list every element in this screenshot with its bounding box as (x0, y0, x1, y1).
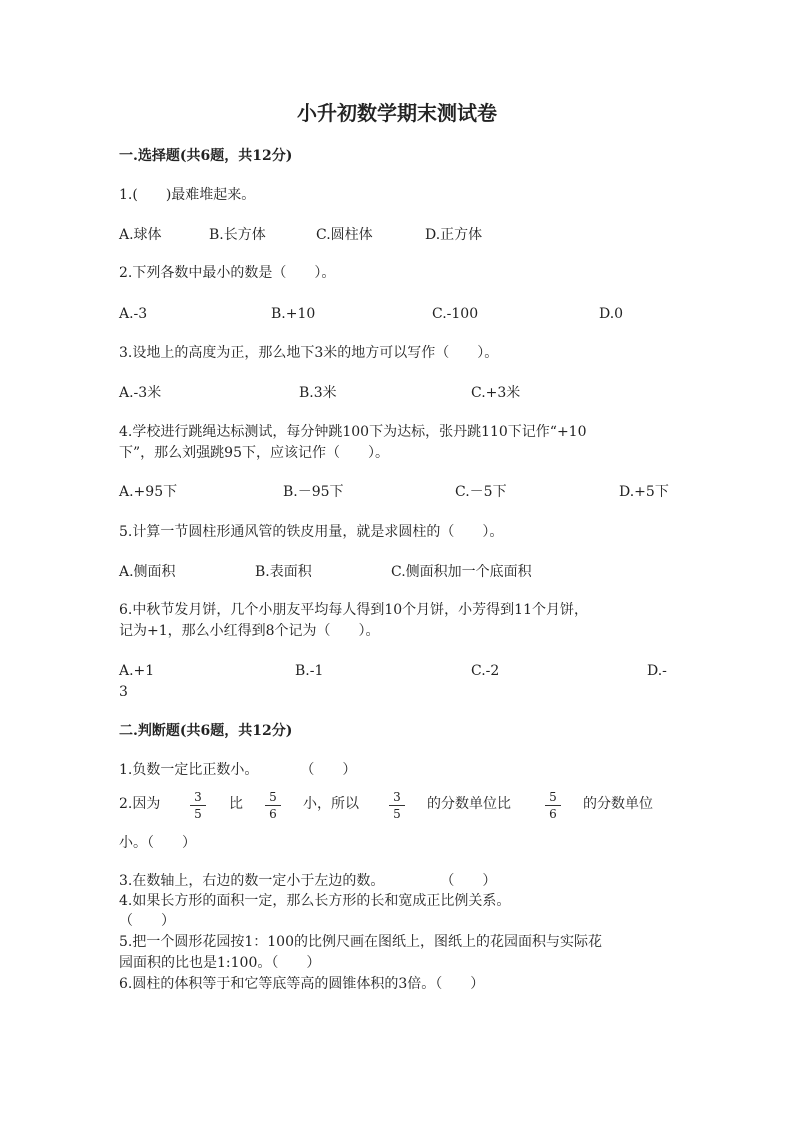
judge-q2-mid: 小，所以 (303, 796, 359, 812)
question-6-stem-line2: 记为+1，那么小红得到8个记为（ ）。 (119, 623, 380, 639)
q4-option-b[interactable]: B.－95下 (283, 484, 344, 500)
q4-option-d[interactable]: D.+5下 (619, 484, 669, 500)
fraction-denominator: 6 (549, 807, 557, 821)
judge-question-3: 3.在数轴上，右边的数一定小于左边的数。 （ ） (119, 873, 497, 889)
question-3-stem: 3.设地上的高度为正，那么地下3米的地方可以写作（ ）。 (119, 345, 499, 361)
q3-option-c[interactable]: C.+3米 (471, 385, 521, 401)
q5-option-c[interactable]: C.侧面积加一个底面积 (391, 564, 532, 580)
fraction-bar (265, 805, 281, 806)
q3-option-b[interactable]: B.3米 (299, 385, 337, 401)
question-4-stem-line1: 4.学校进行跳绳达标测试，每分钟跳100下为达标，张丹跳110下记作“+10 (119, 424, 587, 440)
judge-question-1: 1.负数一定比正数小。 （ ） (119, 762, 357, 778)
judge-q2-word-bi: 比 (229, 796, 243, 812)
question-4-stem-line2: 下”，那么刘强跳95下，应该记作（ ）。 (119, 445, 389, 461)
q2-option-c[interactable]: C.-100 (432, 306, 479, 322)
fraction-5-6-first (265, 790, 281, 821)
q1-option-d[interactable]: D.正方体 (425, 227, 483, 243)
fraction-denominator: 6 (269, 807, 277, 821)
judge-question-4-line1: 4.如果长方形的面积一定，那么长方形的长和宽成正比例关系。 (119, 893, 511, 909)
fraction-numerator: 3 (194, 790, 202, 804)
judge-question-5-line2: 园面积的比也是1:100。（ ） (119, 955, 321, 971)
q1-option-a[interactable]: A.球体 (119, 227, 162, 243)
q1-option-b[interactable]: B.长方体 (209, 227, 266, 243)
page-title: 小升初数学期末测试卷 (297, 101, 497, 125)
q6-option-b[interactable]: B.-1 (295, 663, 324, 679)
q5-option-a[interactable]: A.侧面积 (119, 564, 176, 580)
fraction-denominator: 5 (393, 807, 401, 821)
q2-option-b[interactable]: B.+10 (271, 306, 316, 322)
q6-option-a[interactable]: A.+1 (119, 663, 155, 679)
q2-option-a[interactable]: A.-3 (119, 306, 148, 322)
fraction-bar (389, 805, 405, 806)
q2-option-d[interactable]: D.0 (599, 306, 624, 322)
judge-q2-prefix: 2.因为 (119, 796, 161, 812)
q1-option-c[interactable]: C.圆柱体 (316, 227, 373, 243)
section-heading-judgement: 二.判断题(共6题，共12分) (119, 723, 293, 739)
fraction-numerator: 5 (269, 790, 277, 804)
q4-option-c[interactable]: C.－5下 (455, 484, 507, 500)
question-2-stem: 2.下列各数中最小的数是（ ）。 (119, 265, 336, 281)
judge-question-5-line1: 5.把一个圆形花园按1：100的比例尺画在图纸上，图纸上的花园面积与实际花 (119, 934, 602, 950)
judge-question-4-line2: （ ） (119, 913, 175, 929)
section-heading-choice: 一.选择题(共6题，共12分) (119, 148, 293, 164)
question-5-stem: 5.计算一节圆柱形通风管的铁皮用量，就是求圆柱的（ ）。 (119, 524, 504, 540)
q6-option-d-wrap: 3 (119, 684, 128, 700)
fraction-bar (190, 805, 206, 806)
question-1-stem: 1.( )最难堆起来。 (119, 187, 256, 203)
judge-q2-mid2: 的分数单位比 (427, 796, 511, 812)
judge-q2-suffix: 的分数单位 (583, 796, 653, 812)
q6-option-c[interactable]: C.-2 (471, 663, 500, 679)
judge-q2-line2: 小。（ ） (119, 835, 196, 851)
fraction-3-5-second (389, 790, 405, 821)
fraction-3-5-first (190, 790, 206, 821)
q6-option-d[interactable]: D.- (647, 663, 667, 679)
fraction-numerator: 5 (549, 790, 557, 804)
q5-option-b[interactable]: B.表面积 (255, 564, 312, 580)
q4-option-a[interactable]: A.+95下 (119, 484, 178, 500)
fraction-denominator: 5 (194, 807, 202, 821)
fraction-numerator: 3 (393, 790, 401, 804)
fraction-bar (545, 805, 561, 806)
judge-question-6: 6.圆柱的体积等于和它等底等高的圆锥体积的3倍。（ ） (119, 976, 485, 992)
question-6-stem-line1: 6.中秋节发月饼，几个小朋友平均每人得到10个月饼，小芳得到11个月饼， (119, 602, 588, 618)
q3-option-a[interactable]: A.-3米 (119, 385, 162, 401)
fraction-5-6-second (545, 790, 561, 821)
